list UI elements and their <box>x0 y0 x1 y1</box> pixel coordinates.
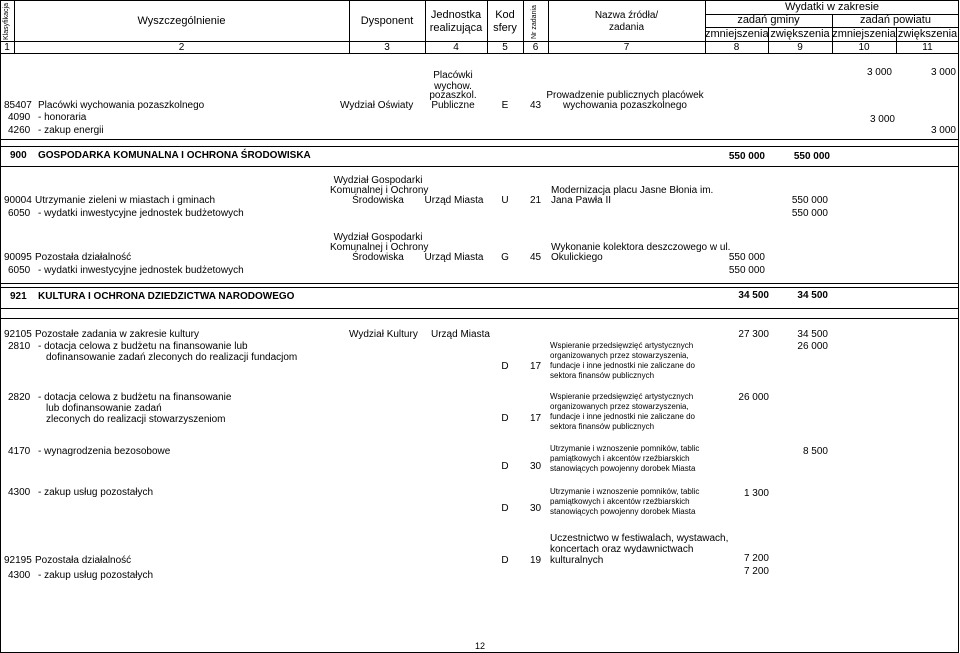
row-nr: 17 <box>529 361 542 372</box>
row-zw-powiatu: 3 000 <box>930 125 956 136</box>
row-zrodlo: wychowania pozaszkolnego <box>563 100 687 111</box>
header-zmniejszenia-gminy: zmniejszenia <box>705 28 769 40</box>
row-dysponent: Wydział Oświaty <box>340 100 414 111</box>
row-zrodlo: kulturalnych <box>550 555 604 566</box>
row-name: - honoraria <box>38 112 87 123</box>
row-code: 4170 <box>8 446 31 457</box>
header-zrodlo-2: zadania <box>608 22 645 33</box>
row-code: 90095 <box>4 252 32 263</box>
row-kod: U <box>501 195 509 206</box>
row-kod: D <box>501 461 509 472</box>
header-dysponent: Dysponent <box>360 15 414 27</box>
row-code: 2810 <box>8 341 31 352</box>
row-code: 6050 <box>8 265 31 276</box>
row-name: Pozostałe zadania w zakresie kultury <box>35 329 199 340</box>
col-num: 4 <box>453 42 459 53</box>
row-zrodlo: sektora finansów publicznych <box>550 371 655 380</box>
row-name: - dotacja celowa z budżetu na finansowanie <box>38 392 232 403</box>
row-name: - zakup energii <box>38 125 104 136</box>
row-code: 2820 <box>8 392 31 403</box>
col-num: 9 <box>797 42 803 53</box>
row-nr: 30 <box>529 503 542 514</box>
row-code: 85407 <box>4 100 32 111</box>
row-zmn-gminy: 550 000 <box>728 151 765 162</box>
row-jednostka: pozaszkol. <box>429 90 477 101</box>
row-name: dofinansowanie zadań zleconych do realizacji fundacjom <box>46 352 298 363</box>
row-zrodlo: pamiątkowych i akcentów rzeźbiarskich <box>550 497 690 506</box>
row-zrodlo: Modernizacja placu Jasne Błonia im. <box>551 185 714 196</box>
col-num: 8 <box>733 42 740 53</box>
row-zw-gminy: 34 500 <box>797 290 828 301</box>
row-jednostka: Urząd Miasta <box>424 252 484 263</box>
row-zrodlo: Okulickiego <box>551 252 603 263</box>
row-zmn-gminy: 27 300 <box>738 329 769 340</box>
row-code: 900 <box>10 150 27 161</box>
row-name: Pozostała działalność <box>35 252 132 263</box>
row-zrodlo: sektora finansów publicznych <box>550 422 655 431</box>
row-name: - zakup usług pozostałych <box>38 570 154 581</box>
header-wydatki: Wydatki w zakresie <box>784 1 880 13</box>
row-dysponent: Wydział Gospodarki <box>333 175 423 186</box>
row-zmn-powiatu: 3 000 <box>866 67 892 78</box>
row-zw-gminy: 550 000 <box>791 208 828 219</box>
row-kod: D <box>501 555 509 566</box>
row-zrodlo: stanowiących powojenny dorobek Miasta <box>550 507 696 516</box>
row-jednostka: Placówki <box>433 70 473 81</box>
header-kod-2: sfery <box>493 22 517 34</box>
row-dysponent: Wydział Gospodarki <box>333 232 423 243</box>
row-code: 92195 <box>4 555 32 566</box>
row-zw-gminy: 550 000 <box>793 151 830 162</box>
row-name: - zakup usług pozostałych <box>38 487 154 498</box>
row-zw-powiatu: 3 000 <box>930 67 956 78</box>
row-kod: D <box>501 361 509 372</box>
row-kod: E <box>501 100 509 111</box>
row-zmn-gminy: 550 000 <box>728 265 765 276</box>
row-name: - dotacja celowa z budżetu na finansowanie lub <box>38 341 248 352</box>
row-zrodlo: organizowanych przez stowarzyszenia, <box>550 402 689 411</box>
col-num: 6 <box>532 42 539 53</box>
header-zmniejszenia-powiatu: zmniejszenia <box>832 28 896 40</box>
header-zadan-powiatu: zadań powiatu <box>860 14 931 26</box>
header-zwiekszenia-gminy: zwiększenia <box>770 28 830 40</box>
row-dysponent: Wydział Kultury <box>349 329 418 340</box>
row-zw-gminy: 26 000 <box>797 341 828 352</box>
row-dysponent: Środowiska <box>352 195 404 206</box>
row-code: 4260 <box>8 125 31 136</box>
row-dysponent: Komunalnej i Ochrony <box>330 242 429 253</box>
row-zrodlo: fundacje i inne jednostki nie zaliczane do <box>550 361 695 370</box>
col-num: 1 <box>4 42 10 53</box>
row-zmn-gminy: 7 200 <box>743 566 769 577</box>
row-name: - wydatki inwestycyjne jednostek budżetowych <box>38 208 244 219</box>
col-num: 7 <box>623 42 630 53</box>
row-zrodlo: stanowiących powojenny dorobek Miasta <box>550 464 696 473</box>
row-kod: G <box>501 252 509 263</box>
row-nr: 30 <box>529 461 542 472</box>
row-kod: D <box>501 413 509 424</box>
row-name: KULTURA I OCHRONA DZIEDZICTWA NARODOWEGO <box>38 291 295 302</box>
row-zmn-gminy: 550 000 <box>728 252 765 263</box>
row-name: - wynagrodzenia bezosobowe <box>38 446 171 457</box>
row-zrodlo: fundacje i inne jednostki nie zaliczane do <box>550 412 695 421</box>
row-name: GOSPODARKA KOMUNALNA I OCHRONA ŚRODOWISKA <box>38 150 311 161</box>
header-wyszczegolnienie: Wyszczególnienie <box>137 15 226 27</box>
header-zwiekszenia-powiatu: zwiększenia <box>897 28 958 40</box>
row-nr: 45 <box>529 252 542 263</box>
row-zrodlo: Utrzymanie i wznoszenie pomników, tablic <box>550 487 700 496</box>
row-zrodlo: Wspieranie przedsięwzięć artystycznych <box>550 341 694 350</box>
row-zrodlo: Jana Pawła II <box>551 195 612 206</box>
header-kod: Kod <box>495 9 515 21</box>
row-name: Utrzymanie zieleni w miastach i gminach <box>35 195 216 206</box>
row-zrodlo: Utrzymanie i wznoszenie pomników, tablic <box>550 444 700 453</box>
row-zmn-gminy: 1 300 <box>743 488 769 499</box>
row-zw-gminy: 550 000 <box>791 195 828 206</box>
col-num: 2 <box>178 42 185 53</box>
row-zmn-gminy: 34 500 <box>738 290 769 301</box>
header-jednostka-2: realizująca <box>429 22 483 34</box>
row-code: 921 <box>10 291 27 302</box>
row-dysponent: Środowiska <box>352 252 404 263</box>
row-zrodlo: Prowadzenie publicznych placówek <box>546 90 704 101</box>
row-jednostka: wychow. <box>434 81 472 92</box>
row-zrodlo: pamiątkowych i akcentów rzeźbiarskich <box>550 454 690 463</box>
row-zw-gminy: 34 500 <box>797 329 828 340</box>
row-code: 92105 <box>4 329 32 340</box>
row-kod: D <box>501 503 509 514</box>
row-code: 90004 <box>4 195 32 206</box>
row-name: lub dofinansowanie zadań <box>46 403 162 414</box>
row-zmn-gminy: 26 000 <box>738 392 769 403</box>
row-zrodlo: organizowanych przez stowarzyszenia, <box>550 351 689 360</box>
row-nr: 43 <box>529 100 542 111</box>
row-nr: 21 <box>529 195 542 206</box>
row-code: 6050 <box>8 208 31 219</box>
row-name: zleconych do realizacji stowarzyszeniom <box>46 414 226 425</box>
row-jednostka: Publiczne <box>431 100 475 111</box>
page-number: 12 <box>474 641 485 651</box>
row-zrodlo: Wspieranie przedsięwzięć artystycznych <box>550 392 694 401</box>
header-klasyfikacja: Klasyfikacja <box>3 3 10 40</box>
row-dysponent: Komunalnej i Ochrony <box>330 185 429 196</box>
row-zw-gminy: 8 500 <box>802 446 828 457</box>
col-num: 5 <box>502 42 508 53</box>
row-zrodlo: koncertach oraz wydawnictwach <box>550 544 694 555</box>
row-code: 4300 <box>8 570 31 581</box>
col-num: 3 <box>384 42 390 53</box>
row-nr: 17 <box>529 413 542 424</box>
row-name: Pozostała działalność <box>35 555 132 566</box>
row-nr: 19 <box>529 555 542 566</box>
row-name: - wydatki inwestycyjne jednostek budżetowych <box>38 265 244 276</box>
row-jednostka: Urząd Miasta <box>424 195 484 206</box>
row-zmn-powiatu: 3 000 <box>869 114 895 125</box>
row-name: Placówki wychowania pozaszkolnego <box>38 100 205 111</box>
header-zrodlo: Nazwa źródła/ <box>594 10 659 21</box>
row-zrodlo: Wykonanie kolektora deszczowego w ul. <box>551 242 731 253</box>
header-nr-zadania: Nr zadania <box>531 5 538 39</box>
col-num: 11 <box>922 42 933 53</box>
row-zmn-gminy: 7 200 <box>743 553 769 564</box>
row-jednostka: Urząd Miasta <box>431 329 490 340</box>
row-zrodlo: Uczestnictwo w festiwalach, wystawach, <box>550 533 729 544</box>
header-jednostka: Jednostka <box>430 9 482 21</box>
row-code: 4090 <box>8 112 31 123</box>
col-num: 10 <box>858 42 870 53</box>
header-zadan-gminy: zadań gminy <box>737 14 800 26</box>
row-code: 4300 <box>8 487 31 498</box>
